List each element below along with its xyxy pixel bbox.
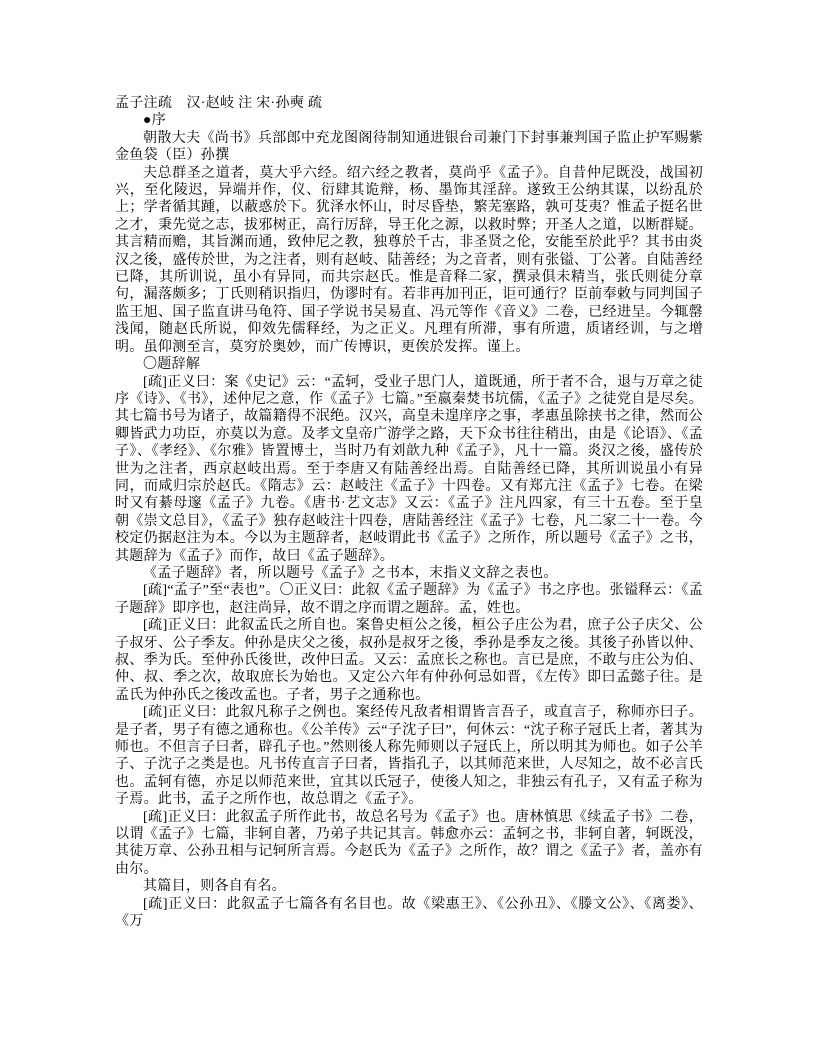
shu-commentary-3: [疏]正义曰：此叙孟氏之所自也。案鲁史桓公之後，桓公子庄公为君，庶子公子庆父、公子叔牙、公子季友。仲孙是庆父之後，叔孙是叔牙之後，季孙是季友之後。其後子孙皆以仲、叔、季为氏。至仲孙氏後世，改仲曰孟。又云：孟庶长之称也。言已是庶，不敢与庄公为伯、仲、叔、季之次，故取庶长为始也。又定公六年有仲孙何忌如晋，《左传》即曰孟懿子往。是孟氏为仲孙氏之後改孟也。子者，男子之通称也。: [115, 618, 703, 703]
shu-commentary-5: [疏]正义曰：此叙孟子所作此书，故总名号为《孟子》也。唐林慎思《续孟子书》二卷，以谓《孟子》七篇，非轲自著，乃弟子共记其言。韩愈亦云：孟轲之书，非轲自著，轲既没，其徒万章、公孙丑相与记轲所言焉。今赵氏为《孟子》之所作，故？谓之《孟子》者，盖亦有由尔。: [115, 809, 703, 877]
shu-commentary-6: [疏]正义曰：此叙孟子七篇各有名目也。故《梁惠王》、《公孙丑》、《滕文公》、《离娄》、《万: [115, 896, 703, 930]
section-marker-tici-jie: 〇题辞解: [143, 357, 201, 373]
author-attribution: 朝散大夫《尚书》兵部郎中充龙图阁待制知通进银台司兼门下封事兼判国子监止护军赐紫金鱼袋（臣）孙撰: [115, 130, 703, 164]
shu-commentary-2: [疏]“孟子”至“表也”。〇正义曰：此叙《孟子题辞》为《孟子》书之序也。张镒释云：《孟子题辞》即序也，赵注尚异，故不谓之序而谓之题辞。孟，姓也。: [115, 583, 703, 616]
document-title: 孟子注疏 汉·赵岐 注 宋·孙奭 疏: [115, 96, 323, 111]
pianmu-line: 其篇目，则各自有名。: [143, 879, 286, 895]
preface-body: 夫总群圣之道者，莫大乎六经。绍六经之教者，莫尚乎《孟子》。自昔仲尼既没，战国初兴，至化陵迟，异端并作，仪、衍肆其诡辩，杨、墨饰其淫辞。遂致王公纳其谋，以纷乱於上；学者循其踵，以蔽惑於下。犹泽水怀山，时尽昏垫，繁芜塞路，孰可芟夷？惟孟子挺名世之才，秉先觉之志，拔邪树正，高行厉辞，导王化之源，以救时弊；开圣人之道，以断群疑。其言精而赡，其旨渊而通，致仲尼之教，独尊於千古，非圣贤之伦，安能至於此乎？其书由炎汉之後，盛传於世，为之注者，则有赵岐、陆善经；为之音者，则有张镒、丁公著。自陆善经已降，其所训说，虽小有异同，而共宗赵氏。惟是音释二家，撰录俱未精当，张氏则徒分章句，漏落颇多；丁氏则稍识指归，伪谬时有。若非再加刊正，讵可通行？臣前奉敕与同判国子监王旭、国子监直讲马龟符、国子学说书吴易直、冯元等作《音义》二卷，已经进呈。今辄罄浅闻，随赵氏所说，仰效先儒释经，为之正义。凡理有所滞，事有所遗，质诸经训，与之增明。虽仰测至言，莫穷於奥妙，而广传博识，更俟於发挥。谨上。: [115, 165, 703, 355]
section-marker-preface: ●序: [143, 113, 167, 129]
shu-commentary-4: [疏]正义曰：此叙凡称子之例也。案经传凡敌者相谓皆言吾子，或直言子，称师亦曰子。是子者，男子有德之通称也。《公羊传》云“子沈子曰”，何休云：“沈子称子冠氏上者，著其为师也。不但言子曰者，辟孔子也。”然则後人称先师则以子冠氏上，所以明其为师也。如子公羊子、子沈子之类是也。凡书传直言子曰者，皆指孔子，以其师范来世，人尽知之，故不必言氏也。孟轲有德，亦足以师范来世，宜其以氏冠子，使後人知之，非独云有孔子，又有孟子称为子焉。此书，孟子之所作也，故总谓之《孟子》。: [115, 705, 703, 808]
tici-quote: 《孟子题辞》者，所以题号《孟子》之书本，末指义文辞之表也。: [143, 565, 558, 581]
shu-commentary-1: [疏]正义曰：案《史记》云：“孟轲，受业子思门人，道既通，所于者不合，退与万章之徒序《诗》、《书》，述仲尼之意，作《孟子》七篇。”至嬴秦焚书坑儒，《孟子》之徒党自是尽矣。其七篇书号为诸子，故篇籍得不泯绝。汉兴，高皇未遑庠序之事，孝惠虽除挟书之律，然而公卿皆武力功臣，亦莫以为意。及孝文皇帝广游学之路，天下众书往往稍出，由是《论语》、《孟子》、《孝经》、《尔雅》皆置博士，当时乃有刘歆九种《孟子》，凡十一篇。炎汉之後，盛传於世为之注者，西京赵岐出焉。至于李唐又有陆善经出焉。自陆善经已降，其所训说虽小有异同，而咸归宗於赵氏。《隋志》云：赵岐注《孟子》十四卷。又有郑亢注《孟子》七卷。在梁时又有綦母邃《孟子》九卷。《唐书·艺文志》又云：《孟子》注凡四家，有三十五卷。至于皇朝《崇文总目》，《孟子》独存赵岐注十四卷，唐陆善经注《孟子》七卷，凡二家二十一卷。今校定仍据赵注为本。今以为主题辞者，赵岐谓此书《孟子》之所作，所以题号《孟子》之书，其题辞为《孟子》而作，故曰《孟子题辞》。: [115, 374, 703, 564]
